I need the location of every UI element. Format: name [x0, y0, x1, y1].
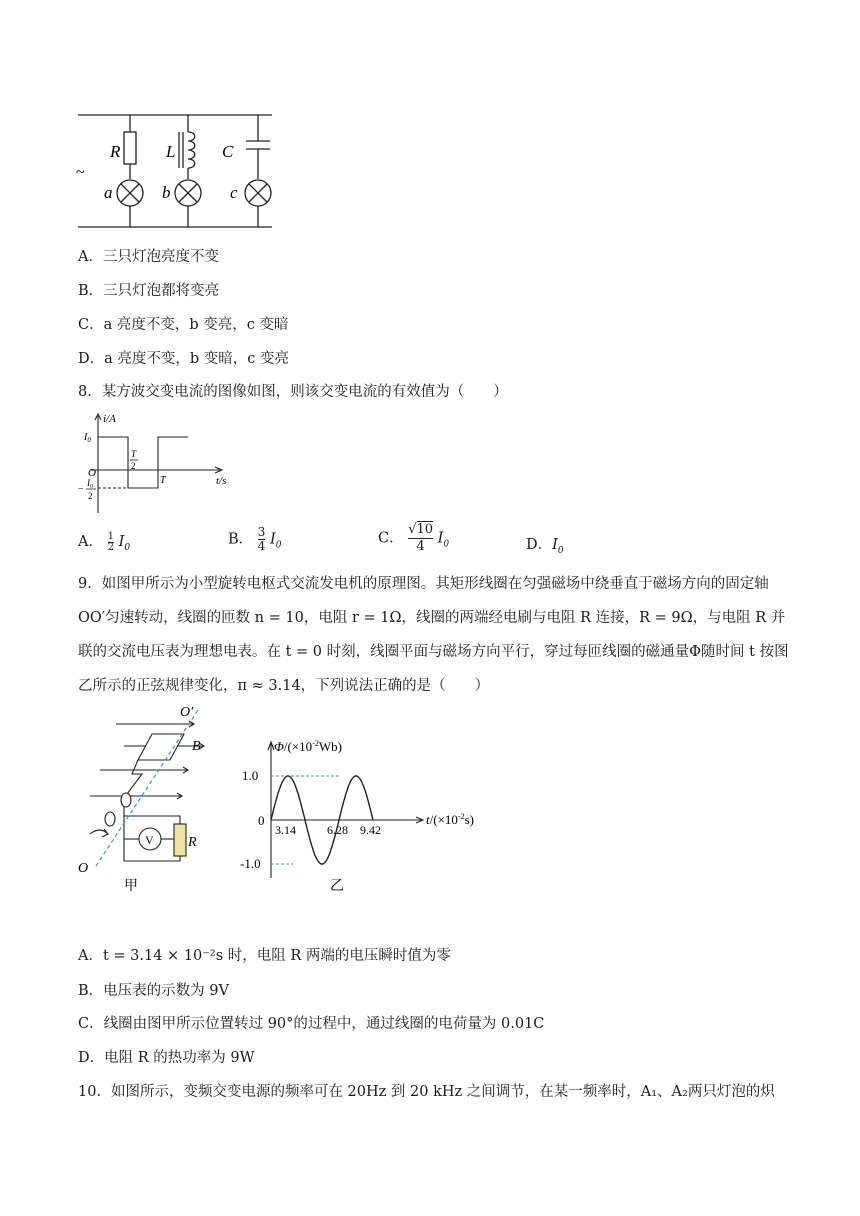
label-V: V	[145, 833, 154, 847]
flux-ylabel: $\Phi/(\times 10^{-2}Wb)$	[274, 739, 342, 754]
label-a: a	[104, 183, 113, 202]
ytick-neg1: -1.0	[240, 856, 261, 871]
q9-option-b: B．电压表的示数为 9V	[78, 983, 229, 999]
tick-I0: $I_0$	[84, 432, 91, 444]
q7-option-c: C．a 亮度不变，b 变亮，c 变暗	[78, 317, 289, 333]
label-C: C	[222, 142, 234, 161]
graph-xlabel: t/s	[216, 475, 227, 487]
q8-stem: 8．某方波交变电流的图像如图，则该交变电流的有效值为（ ）	[78, 384, 508, 400]
svg-text:2: 2	[131, 461, 136, 471]
square-wave-graph	[70, 408, 270, 520]
q9-option-a: A．t = 3.14 × 10⁻²s 时，电阻 R 两端的电压瞬时值为零	[78, 948, 451, 964]
label-L: L	[166, 142, 176, 161]
ytick-1: 1.0	[242, 768, 259, 783]
label-R-jia: R	[188, 835, 197, 850]
label-b: b	[162, 183, 171, 202]
circuit-diagram	[70, 105, 290, 235]
graph-origin: O	[88, 467, 96, 479]
label-O: O	[78, 861, 89, 876]
q8-choice-b: B． 3 4 $I_0$	[228, 525, 282, 553]
q8-choice-d: D．$I_0$	[526, 537, 564, 556]
q7-option-d: D．a 亮度不变，b 变暗，c 变亮	[78, 351, 289, 367]
svg-text:T: T	[131, 449, 137, 459]
q9-option-d: D．电阻 R 的热功率为 9W	[78, 1050, 255, 1066]
tick-minus-I0-over-2	[78, 478, 96, 501]
q8-choice-a: A． 1 2 $I_0$	[78, 530, 131, 553]
label-c: c	[230, 183, 238, 202]
generator-diagram	[76, 706, 226, 896]
caption-jia: 甲	[124, 879, 138, 894]
tick-T-over-2	[130, 449, 138, 471]
xtick-3.14: 3.14	[275, 823, 296, 837]
flux-xlabel: $t/(\times 10^{-2}s)$	[426, 812, 474, 827]
label-B: B	[192, 739, 201, 754]
ac-source-symbol: ~	[76, 164, 85, 181]
tick-T: T	[160, 475, 166, 486]
flux-graph	[232, 736, 492, 896]
svg-text:2: 2	[88, 491, 93, 501]
xtick-9.42: 9.42	[360, 823, 381, 837]
q8-choice-c: C． √10 4 $I_0$	[378, 522, 450, 554]
xtick-6.28: 6.28	[327, 823, 348, 837]
svg-text:I0: $I_0$	[87, 478, 93, 490]
svg-text:−: −	[78, 484, 84, 495]
graph-ylabel: i/A	[103, 413, 116, 425]
q7-option-b: B．三只灯泡都将变亮	[78, 283, 220, 299]
ytick-0: 0	[258, 813, 265, 828]
q9-stem: 9．如图甲所示为小型旋转电枢式交流发电机的原理图。其矩形线圈在匀强磁场中绕垂直于磁场方向的固定轴 OO′匀速转动，线圈的匝数 n = 10，电阻 r = 1Ω，线圈的两端经电刷与电阻 R 连接，R = 9Ω，与电阻 R 并联的交流电压表为理想电表。在 t = 0 时刻，线圈平面与磁场方向平行，穿过每匝线圈的磁通量Φ随时间 t 按图乙所示的正弦规律变化，π ≈ 3.14，下列说法正确的是（ ）	[78, 576, 789, 694]
q10-stem: 10．如图所示，变频交变电源的频率可在 20Hz 到 20 kHz 之间调节，在某一频率时，A₁、A₂两只灯泡的炽	[78, 1084, 775, 1100]
caption-yi: 乙	[330, 879, 344, 894]
label-R: R	[110, 142, 121, 161]
q7-option-a: A．三只灯泡亮度不变	[78, 249, 219, 265]
q9-option-c: C．线圈由图甲所示位置转过 90°的过程中，通过线圈的电荷量为 0.01C	[78, 1016, 545, 1032]
label-O-prime: O′	[180, 706, 194, 720]
